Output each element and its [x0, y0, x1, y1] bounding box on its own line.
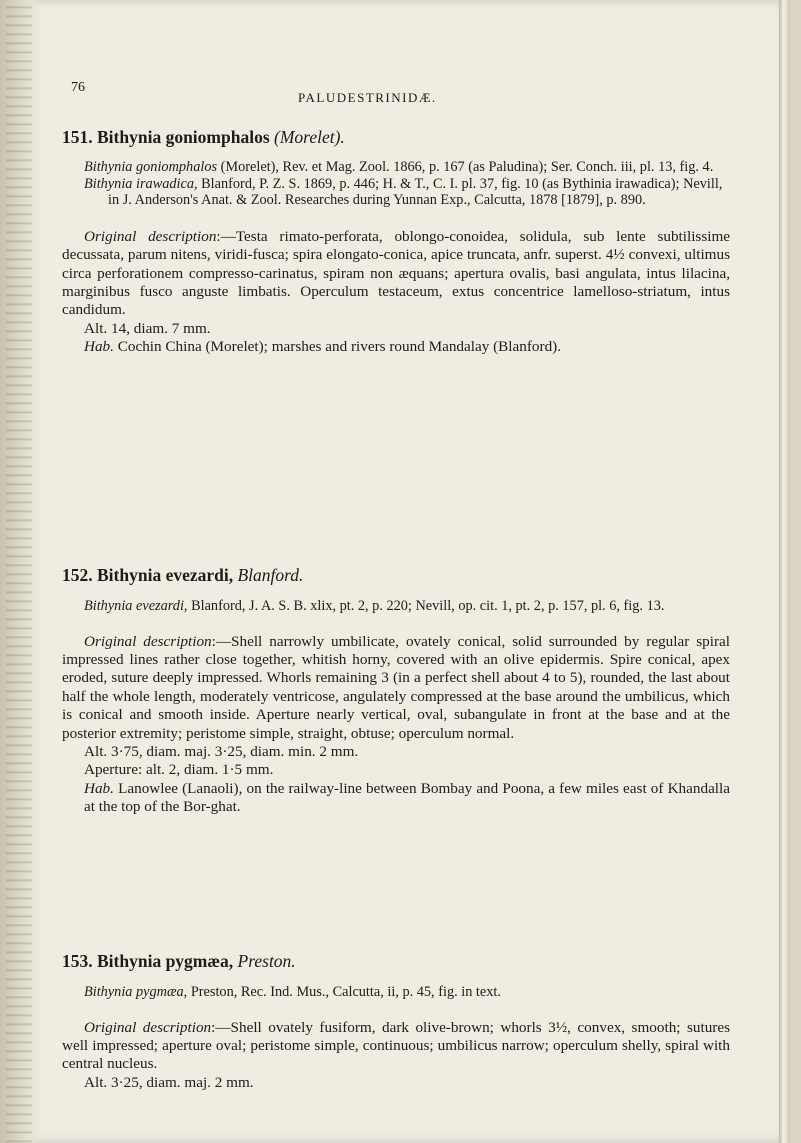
- species-heading: [62, 127, 730, 148]
- synonym-name: Bithynia evezardi: [84, 598, 184, 614]
- habitat-text: Cochin China (Morelet); marshes and rivers round Mandalay (Blanford).: [113, 338, 562, 356]
- original-description: [62, 1019, 730, 1074]
- measurement-line: Alt. 3·25, diam. maj. 2 mm.: [84, 1073, 254, 1091]
- synonym-name: Bithynia irawadica: [84, 175, 194, 192]
- species-author: (Morelet).: [274, 127, 345, 147]
- description-text: :—Shell ovately fusiform, dark olive-brown; whorls 3½, convex, smooth; sutures well impressed; aperture oval; peristome simple, continuous; umbilicus narrow; operculum shelly, spiral with central nucleus.: [62, 1018, 731, 1073]
- page-number: 76: [71, 80, 85, 95]
- measurement-line: Alt. 3·75, diam. maj. 3·25, diam. min. 2 mm.: [84, 743, 359, 761]
- species-author: Preston.: [237, 951, 296, 971]
- synonymy-entry: [84, 984, 730, 1001]
- running-head: PALUDESTRINIDÆ.: [298, 90, 437, 105]
- species-entry: [62, 565, 730, 817]
- species-name: Bithynia pygmæa,: [97, 951, 234, 971]
- synonymy-entry: [84, 176, 730, 209]
- species-entry: [62, 127, 730, 357]
- habitat-label: Hab.: [84, 779, 114, 797]
- species-heading: [62, 565, 730, 586]
- page-edge: [779, 0, 790, 1143]
- species-heading: [62, 951, 730, 972]
- synonym-name: Bithynia goniomphalos: [84, 159, 218, 175]
- synonymy-entry: [84, 159, 730, 176]
- habitat-label: Hab.: [84, 338, 114, 356]
- synonym-reference: , Blanford, J. A. S. B. xlix, pt. 2, p. 220; Nevill, op. cit. 1, pt. 2, p. 157, pl. 6, fig. 13.: [183, 598, 665, 614]
- page-gutter: [0, 0, 42, 1143]
- description-label: Original description: [84, 632, 212, 650]
- synonym-reference: , Blanford, P. Z. S. 1869, p. 446; H. & T., C. I. pl. 37, fig. 10 (as Bythinia irawadica); Nevill, in J. Anderson's Anat. & Zool. Researches during Yunnan Exp., Calcutta, 1878 [1879], p. 890.: [108, 175, 723, 209]
- description-text: :—Testa rimato-perforata, oblongo-conoidea, solidula, sub lente subtilissime decussata, parum nitens, viridi-fusca; spira elongato-conica, apice truncata, anfr. superst. 4½ convexi, ultimus circa perforationem compresso-carinatus, spiram non æquans; apertura ovalis, basi angulata, intus lilacina, marginibus fusco anguste limbatis. Operculum testaceum, extus concentrice lamelloso-striatum, intus candidum.: [62, 227, 731, 319]
- habitat-text: Lanowlee (Lanaoli), on the railway-line between Bombay and Poona, a few miles east of Khandalla at the top of the Bor-ghat.: [84, 779, 730, 816]
- synonym-name: Bithynia pygmæa: [84, 984, 184, 1000]
- species-name: Bithynia goniomphalos: [97, 127, 270, 147]
- synonymy-entry: [84, 598, 730, 615]
- species-entry: [62, 951, 730, 1092]
- habitat: [62, 780, 730, 817]
- species-author: Blanford.: [237, 565, 304, 585]
- species-number: 153.: [62, 951, 93, 971]
- description-label: Original description: [84, 1018, 212, 1036]
- species-number: 152.: [62, 565, 93, 585]
- original-description: [62, 633, 730, 743]
- description-text: :—Shell narrowly umbilicate, ovately conical, solid surrounded by regular spiral impressed lines rather close together, whitish horny, covered with an olive epidermis. Spire conical, apex eroded, suture deeply impressed. Whorls remaining 3 (in a perfect shell about 4 to 5), rounded, the last about half the whole length, moderately ventricose, angulately compressed at the base around the umbilicus, which is conical and smooth inside. Aperture nearly vertical, oval, subangulate in front at the base and at the posterior extremity; peristome simple, straight, obtuse; operculum normal.: [62, 632, 730, 742]
- measurement-line: Aperture: alt. 2, diam. 1·5 mm.: [84, 761, 274, 779]
- species-number: 151.: [62, 127, 93, 147]
- description-label: Original description: [84, 227, 217, 245]
- measurement-line: Alt. 14, diam. 7 mm.: [84, 319, 211, 337]
- synonym-reference: (Morelet), Rev. et Mag. Zool. 1866, p. 167 (as Paludina); Ser. Conch. iii, pl. 13, fig. 4.: [217, 159, 714, 175]
- synonym-reference: , Preston, Rec. Ind. Mus., Calcutta, ii, p. 45, fig. in text.: [183, 984, 501, 1000]
- original-description: [62, 228, 730, 320]
- habitat: [62, 338, 730, 356]
- species-name: Bithynia evezardi,: [97, 565, 234, 585]
